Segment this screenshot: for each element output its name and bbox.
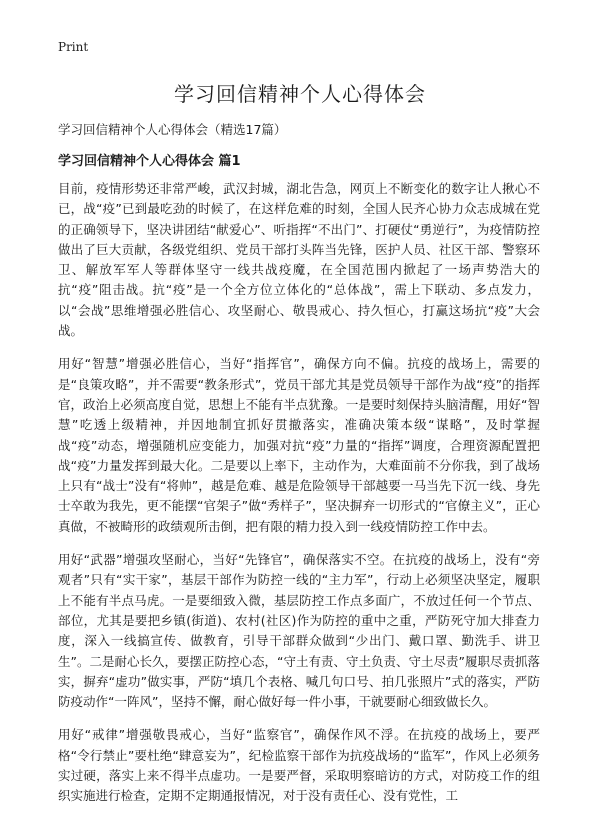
print-label[interactable]: Print (58, 40, 89, 54)
document-subtitle: 学习回信精神个人心得体会（精选17篇） (58, 122, 287, 137)
paragraph-1: 目前，疫情形势还非常严峻，武汉封城，湖北告急，网页上不断变化的数字让人揪心不已，战“疫”已到最吃劲的时候了，在这样危难的时刻，全国人民齐心协力众志成城在党的正确领导下，坚决讲团结“献爱心”、听指挥“不出门”、打硬仗“勇逆行”，为疫情防控做出了巨大贡献，各级党组织、党员干部打头阵当先锋，医护人员、社区干部、警察环卫、解放军军人等群体坚守一线共战疫魔，在全国范围内掀起了一场声势浩大的抗“疫”阻击战。抗“疫”是一个全方位立体化的“总体战”，需上下联动、多点发力，以“会战”思维增强必胜信心、攻坚耐心、敬畏戒心、持久恒心，打赢这场抗“疫”大会战。 (58, 181, 540, 339)
page-title: 学习回信精神个人心得体会 (174, 82, 426, 106)
paragraph-4: 用好“戒律”增强敬畏戒心，当好“监察官”，确保作风不浮。在抗疫的战场上，要严格“令行禁止”要杜绝“肆意妄为”，纪检监察干部作为抗疫战场的“监军”，作风上必须务实过硬，落实上来不得半点虚功。一是要严督，采取明察暗访的方式，对防疫工作的组织实施进行检查，定期不定期通报情况，对于没有责任心、没有党性，工 (58, 727, 540, 804)
paragraph-3: 用好“武器”增强攻坚耐心，当好“先锋官”，确保落实不空。在抗疫的战场上，没有“旁观者”只有“实干家”，基层干部作为防控一线的“主力军”，行动上必须坚决坚定，履职上不能有半点马虎。一是要细致入微，基层防控工作点多面广，不放过任何一个节点、部位，尤其是要把乡镇(街道)、农村(社区)作为防控的重中之重，严防死守加大排查力度，深入一线搞宣传、做教育，引导干部群众做到“少出门、戴口罩、勤洗手、讲卫生”。二是耐心长久，要摆正防控心态，“守土有责、守土负责、守土尽责”履职尽责抓落实，摒弃“虚功”做实事，严防“填几个表格、喊几句口号、拍几张照片”式的落实，严防防疫动作“一阵风”，坚持不懈，耐心做好每一件小事，干就要耐心细致做长久。 (58, 552, 540, 710)
section-heading: 学习回信精神个人心得体会 篇1 (58, 154, 241, 169)
article-body (58, 179, 540, 820)
paragraph-2: 用好“智慧”增强必胜信心，当好“指挥官”，确保方向不偏。抗疫的战场上，需要的是“良策攻略”，并不需要“教条形式”，党员干部尤其是党员领导干部作为战“疫”的指挥官，政治上必须高度自觉，思想上不能有半点犹豫。一是要时刻保持头脑清醒，用好“智慧”吃透上级精神，并因地制宜抓好贯撤落实，准确决策本级“谋略”，及时掌握战“疫”动态，增强随机应变能力，加强对抗“疫”力量的“指挥”调度，合理资源配置把战“疫”力量发挥到最大化。二是要以上率下，主动作为，大难面前不分你我，到了战场上只有“战士”没有“将帅”，越是危难、越是危险领导干部越要一马当先下沉一线、身先士卒敢为我先，更不能摆“官架子”做“秀样子”，坚决摒弃一切形式的“官僚主义”，正心真做，不被畸形的政绩观所击倒，把有限的精力投入到一线疫情防控工作中去。 (58, 356, 540, 534)
